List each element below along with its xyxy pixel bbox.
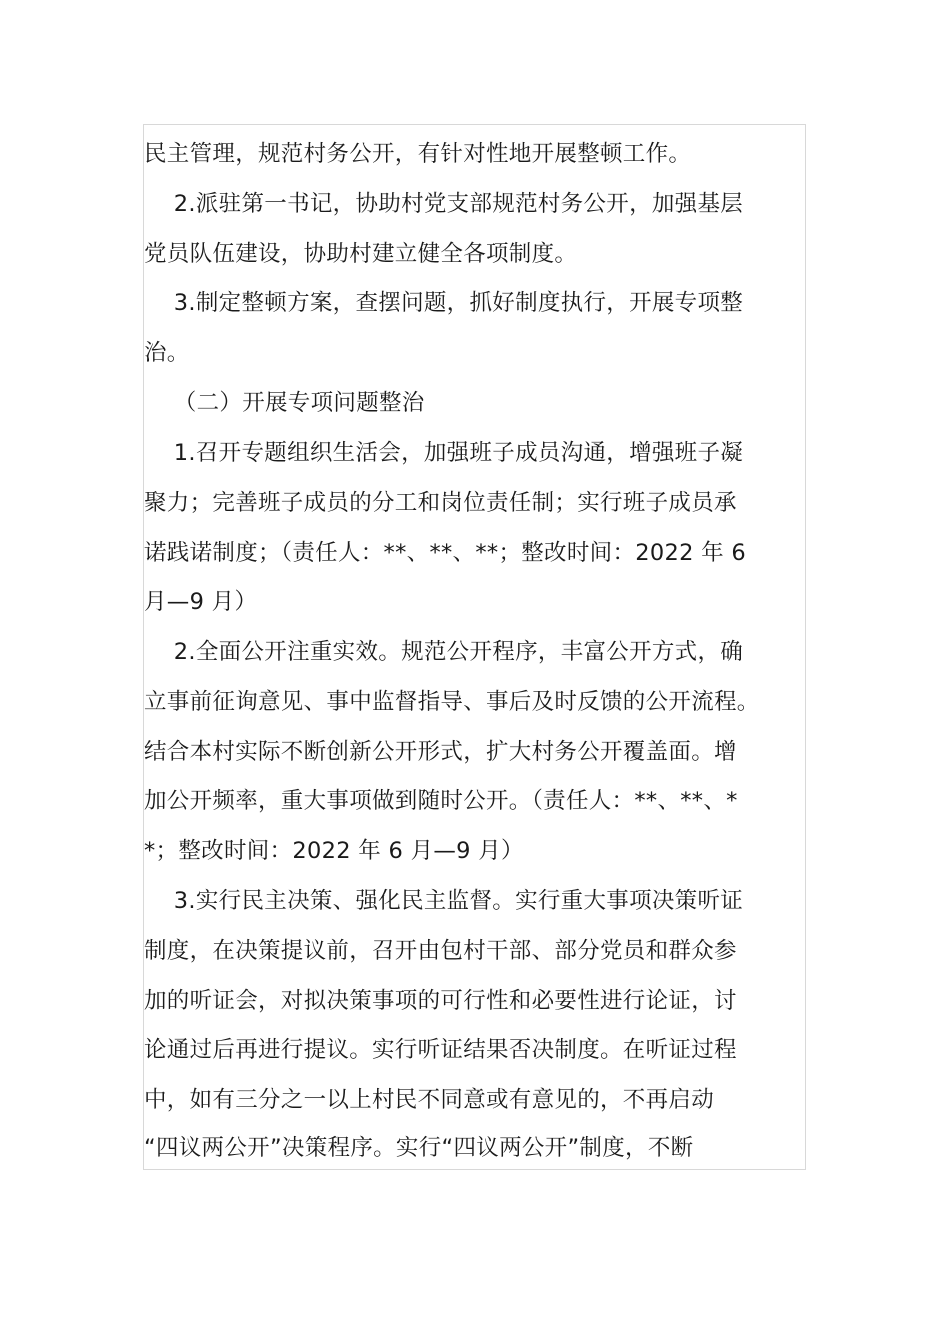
text-line: 诺践诺制度；（责任人：**、**、**；整改时间：2022 年 6 xyxy=(144,540,747,566)
text-line: *；整改时间：2022 年 6 月—9 月） xyxy=(144,838,524,864)
text-line: “四议两公开”决策程序。实行“四议两公开”制度，不断 xyxy=(144,1135,694,1161)
text-line: 聚力；完善班子成员的分工和岗位责任制；实行班子成员承 xyxy=(144,490,737,516)
text-line: 3.实行民主决策、强化民主监督。实行重大事项决策听证 xyxy=(144,888,744,914)
text-line: 2.派驻第一书记，协助村党支部规范村务公开，加强基层 xyxy=(144,191,744,217)
text-line: 月—9 月） xyxy=(144,589,258,615)
text-line: 治。 xyxy=(144,340,190,366)
text-line: 中，如有三分之一以上村民不同意或有意见的，不再启动 xyxy=(144,1087,715,1113)
text-line: 民主管理，规范村务公开，有针对性地开展整顿工作。 xyxy=(144,141,692,167)
text-line: 党员队伍建设，协助村建立健全各项制度。 xyxy=(144,241,578,267)
text-line: 制度，在决策提议前，召开由包村干部、部分党员和群众参 xyxy=(144,938,737,964)
text-line: 1.召开专题组织生活会，加强班子成员沟通，增强班子凝 xyxy=(144,440,744,466)
text-line: 2.全面公开注重实效。规范公开程序，丰富公开方式，确 xyxy=(144,639,744,665)
text-line: 加的听证会，对拟决策事项的可行性和必要性进行论证，讨 xyxy=(144,988,737,1014)
text-line: 3.制定整顿方案，查摆问题，抓好制度执行，开展专项整 xyxy=(144,290,744,316)
text-line: 结合本村实际不断创新公开形式，扩大村务公开覆盖面。增 xyxy=(144,739,737,765)
text-line: 论通过后再进行提议。实行听证结果否决制度。在听证过程 xyxy=(144,1037,737,1063)
text-line: 加公开频率，重大事项做到随时公开。（责任人：**、**、* xyxy=(144,788,738,814)
text-line: 立事前征询意见、事中监督指导、事后及时反馈的公开流程。 xyxy=(144,689,760,715)
document-page xyxy=(143,124,806,1170)
section-heading: （二）开展专项问题整治 xyxy=(144,390,425,416)
